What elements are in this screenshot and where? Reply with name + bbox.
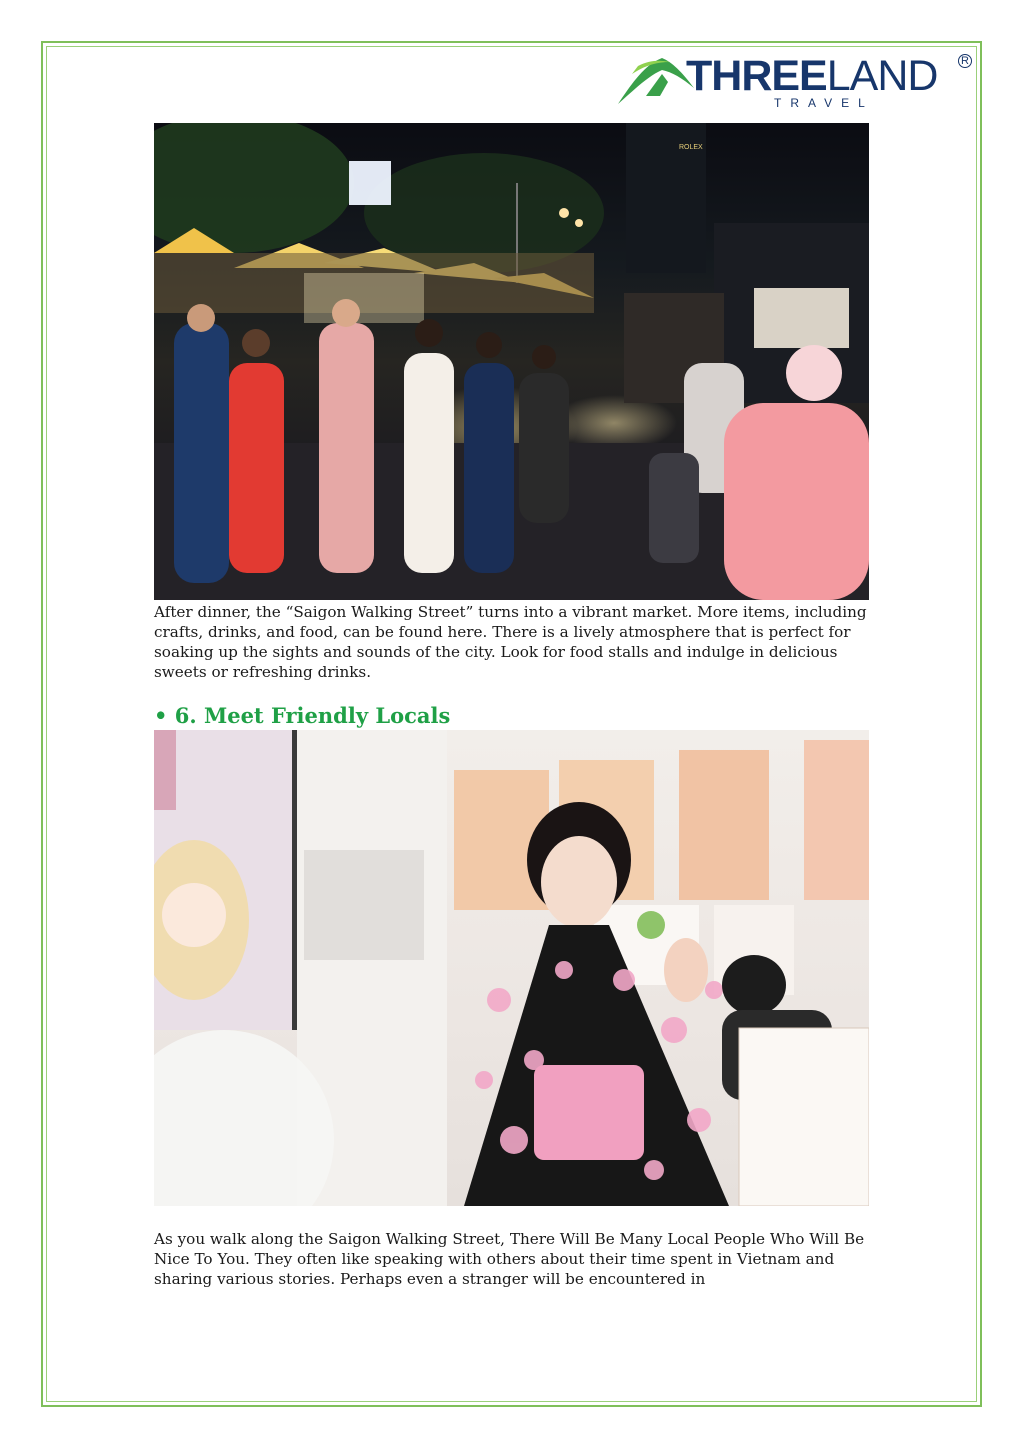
- locals-paragraph: As you walk along the Saigon Walking Street, There Will Be Many Local People Who Will Be Nice To You. They often like speaking with others about their time spent in Vietnam and sharing various stories. Perhaps even a stranger will be encountered in: [154, 1230, 865, 1288]
- section-heading: • 6. Meet Friendly Locals: [154, 703, 451, 728]
- logo-three: THREE: [686, 52, 827, 100]
- logo-wordmark: [686, 52, 937, 100]
- friendly-local-photo: [154, 730, 869, 1206]
- threeland-logo: [616, 50, 976, 112]
- mountain-icon: [616, 50, 696, 110]
- logo-land: LAND: [826, 52, 938, 100]
- registered-mark: R: [958, 54, 972, 68]
- rolex-sign: ROLEX: [679, 144, 703, 151]
- market-paragraph: After dinner, the “Saigon Walking Street” turns into a vibrant market. More items, including crafts, drinks, and food, can be found here. There is a lively atmosphere that is perfect for soaking up the sights and sounds of the city. Look for food stalls and indulge in delicious sweets or refreshing drinks.: [154, 603, 867, 681]
- night-market-photo: [154, 123, 869, 600]
- logo-tagline: TRAVEL: [774, 96, 874, 110]
